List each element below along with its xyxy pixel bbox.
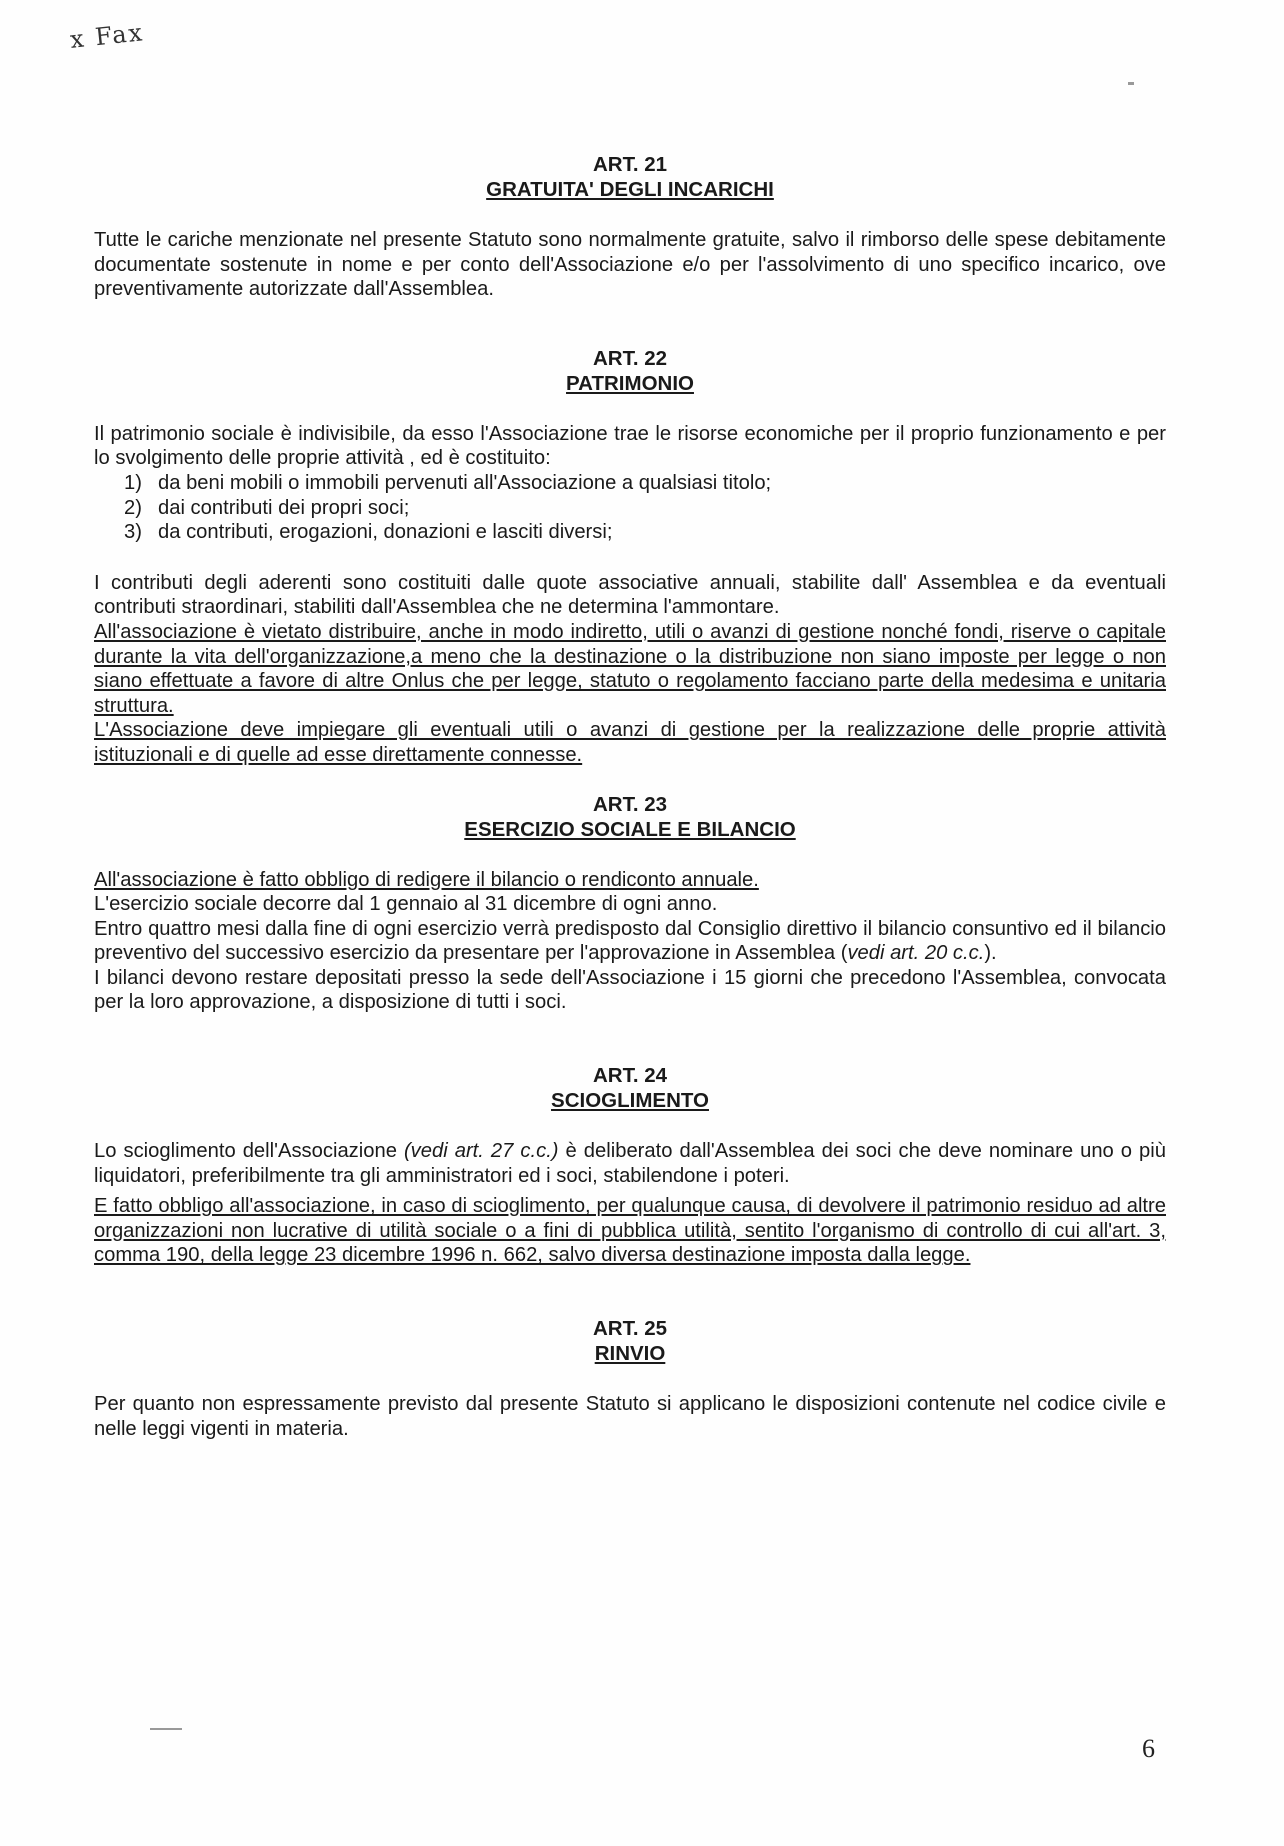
article-paragraph: Tutte le cariche menzionate nel presente Statuto sono normalmente gratuite, salvo il rimborso delle spese debitamente documentate sostenute in nome e per conto dell'Associazione e/o per l'assolvimento di uno specifico incarico, ove preventivamente autorizzate dall'Assemblea. — [94, 229, 1166, 301]
scan-speck — [1128, 82, 1134, 85]
list-item: 2) dai contributi dei propri soci; — [124, 496, 410, 519]
article-title: RINVIO — [594, 1342, 666, 1366]
article-number: ART. 24 — [592, 1064, 668, 1088]
asset-list — [94, 471, 1166, 545]
article-21 — [94, 152, 1166, 302]
article-number: ART. 25 — [592, 1317, 668, 1341]
underlined-paragraph: E fatto obbligo all'associazione, in caso di scioglimento, per qualunque causa, di devolvere il patrimonio residuo ad altre organizzazioni non lucrative di utilità sociale o a fini di pubblica utilità, sentito l'organismo di controllo di cui all'art. 3, comma 190, della legge 23 dicembre 1996 n. 662, salvo diversa destinazione imposta dalla legge. — [94, 1195, 1166, 1267]
article-23 — [94, 792, 1166, 1016]
article-line: L'esercizio sociale decorre dal 1 gennaio al 31 dicembre di ogni anno. — [94, 893, 718, 916]
document-body — [94, 152, 1166, 1441]
article-title: PATRIMONIO — [566, 371, 694, 395]
article-intro: Il patrimonio sociale è indivisibile, da esso l'Associazione trae le risorse economiche per il proprio funzionamento e per lo svolgimento delle proprie attività , ed è costituito: — [94, 422, 1166, 470]
article-number: ART. 23 — [592, 792, 668, 816]
article-22 — [94, 346, 1166, 768]
article-title: SCIOGLIMENTO — [551, 1089, 709, 1113]
list-item: 3) da contributi, erogazioni, donazioni e lasciti diversi; — [124, 521, 613, 544]
article-line: Entro quattro mesi dalla fine di ogni esercizio verrà predisposto dal Consiglio direttivo il bilancio consuntivo ed il bilancio preventivo del successivo esercizio da presentare per l'approvazione in Assemblea (vedi art. 20 c.c.). — [94, 917, 1166, 965]
underlined-paragraph: L'Associazione deve impiegare gli eventuali utili o avanzi di gestione per la realizzazione delle proprie attività istituzionali e di quelle ad esse direttamente connesse. — [94, 719, 1166, 766]
article-25 — [94, 1316, 1166, 1441]
article-number: ART. 21 — [592, 153, 668, 176]
article-paragraph: Lo scioglimento dell'Associazione (vedi art. 27 c.c.) è deliberato dall'Assemblea dei soci che deve nominare uno o più liquidatori, preferibilmente tra gli amministratori ed i soci, stabilendone i poteri. — [94, 1140, 1166, 1187]
article-line: I bilanci devono restare depositati presso la sede dell'Associazione i 15 giorni che precedono l'Assemblea, convocata per la loro approvazione, a disposizione di tutti i soci. — [94, 966, 1166, 1014]
underlined-paragraph: All'associazione è vietato distribuire, anche in modo indiretto, utili o avanzi di gestione nonché fondi, riserve o capitale durante la vita dell'organizzazione,a meno che la destinazione o la distribuzione non siano imposte per legge o non siano effettuate a favore di altre Onlus che per legge, statuto o regolamento facciano parte della medesima e unitaria struttura. — [94, 620, 1166, 717]
article-number: ART. 22 — [592, 346, 668, 370]
scan-speck — [150, 1728, 182, 1730]
article-title: GRATUITA' DEGLI INCARICHI — [486, 178, 774, 201]
page-number: 6 — [1142, 1734, 1155, 1763]
article-title: ESERCIZIO SOCIALE E BILANCIO — [464, 817, 796, 841]
underlined-sentence: All'associazione è fatto obbligo di redigere il bilancio o rendiconto annuale. — [94, 868, 759, 891]
handwritten-note: x Fax — [68, 18, 146, 54]
list-item: 1) da beni mobili o immobili pervenuti all'Associazione a qualsiasi titolo; — [124, 471, 772, 494]
article-paragraph: I contributi degli aderenti sono costituiti dalle quote associative annuali, stabilite dall' Assemblea e da eventuali contributi straordinari, stabiliti dall'Assemblea che ne determina l'ammontare. — [94, 571, 1166, 619]
article-paragraph: Per quanto non espressamente previsto dal presente Statuto si applicano le disposizioni contenute nel codice civile e nelle leggi vigenti in materia. — [94, 1393, 1166, 1440]
article-24 — [94, 1063, 1166, 1268]
